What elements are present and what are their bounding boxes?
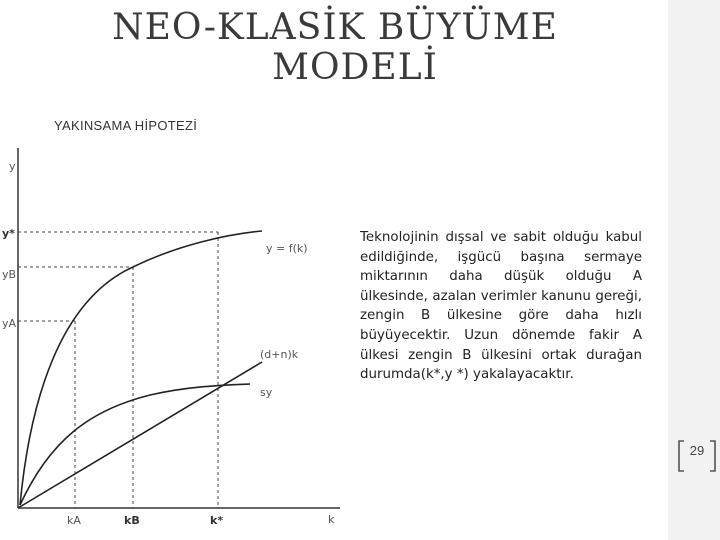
saving-curve-label: sy [260,386,273,399]
k-star-label: k* [210,514,224,527]
title-line-2: MODELİ [272,47,438,88]
y-b-label: yB [2,268,17,281]
page-number: 29 [689,443,705,458]
slide-body-text: Teknolojinin dışsal ve sabit olduğu kabul edildiğinde, işgücü başına sermaye miktarının daha düşük olduğu A ülkesinde, azalan verimler kanunu gereği, zengin B ülkesine göre daha hızlı büyüyecektir. Uzun dönemde fakir A ülkesi zengin B ülkesini ortak durağan durumda(k*,y *) yakalayacaktır. [360,230,642,383]
page-number-box [674,438,720,474]
y-a-label: yA [2,317,17,330]
production-curve-label: y = f(k) [266,242,308,255]
slide-subtitle: YAKINSAMA HİPOTEZİ [54,118,198,133]
slide-title [100,8,570,88]
depreciation-line-label: (d+n)k [260,348,299,361]
depreciation-line [18,362,262,508]
k-b-label: kB [124,514,140,527]
y-axis-label: y [9,160,16,173]
x-axis-label: k [328,513,335,526]
growth-model-diagram [0,140,350,540]
y-star-label: y* [2,227,15,240]
title-line-1: NEO-KLASİK BÜYÜME [112,7,558,48]
k-a-label: kA [67,514,81,527]
production-curve [20,231,262,505]
